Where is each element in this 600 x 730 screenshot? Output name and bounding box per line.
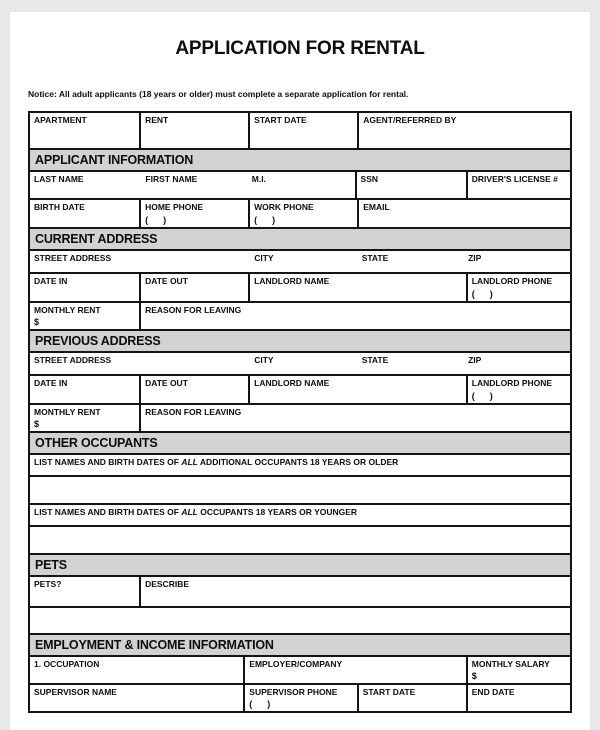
pets-row [30,575,570,606]
field-start-date: START DATE [248,113,357,148]
italic-all: ALL [181,507,198,517]
employment-supervisor-row [30,683,570,711]
occupants-older-blank-row [30,475,570,503]
field-landlord-name: LANDLORD NAME [248,274,466,301]
field-reason-for-leaving: REASON FOR LEAVING [139,303,570,329]
field-supervisor-name: SUPERVISOR NAME [34,687,117,697]
document-page [10,12,590,730]
current-rent-row [30,301,570,329]
field-pets-question: PETS? [34,579,62,589]
phone-parens-hint: ( ) [145,215,167,225]
field-occupants-younger: LIST NAMES AND BIRTH DATES OF ALL OCCUPANTS 18 YEARS OR YOUNGER [34,507,358,517]
field-employer-company: EMPLOYER/COMPANY [243,657,465,683]
phone-parens-hint: ( ) [471,289,493,299]
section-header-other-occupants: OTHER OCCUPANTS [30,431,570,453]
field-rent: RENT [139,113,248,148]
field-mi: M.I. [251,174,266,184]
field-employment-start-date: START DATE [357,685,466,711]
pets-blank-row [30,606,570,633]
previous-landlord-row [30,374,570,403]
current-street-row [30,249,570,272]
current-landlord-row [30,272,570,301]
italic-all: ALL [181,457,198,467]
field-street-address: STREET ADDRESS [34,355,112,365]
field-reason-for-leaving: REASON FOR LEAVING [139,405,570,431]
field-zip: ZIP [468,253,482,263]
field-date-in: DATE IN [34,378,68,388]
field-landlord-phone: LANDLORD PHONE ( ) [466,274,570,301]
field-previous-street-block [30,353,570,374]
field-supervisor-phone: SUPERVISOR PHONE ( ) [243,685,356,711]
dollar-sign-hint: $ [34,317,40,327]
field-zip: ZIP [468,355,482,365]
applicant-contact-row [30,198,570,227]
field-pets-describe: DESCRIBE [139,577,570,606]
field-occupants-older: LIST NAMES AND BIRTH DATES OF ALL ADDITIONAL OCCUPANTS 18 YEARS OR OLDER [34,457,399,467]
field-street-address: STREET ADDRESS [34,253,112,263]
section-header-applicant: APPLICANT INFORMATION [30,148,570,170]
field-birth-date: BIRTH DATE [34,202,85,212]
blank-write-in-area [30,477,570,503]
field-drivers-license: DRIVER'S LICENSE # [466,172,570,198]
field-date-out: DATE OUT [139,274,248,301]
field-state: STATE [361,253,389,263]
field-landlord-name: LANDLORD NAME [248,376,466,403]
field-home-phone: HOME PHONE ( ) [139,200,248,227]
form-title: APPLICATION FOR RENTAL [175,38,425,59]
field-monthly-rent: MONTHLY RENT $ [30,303,139,329]
phone-parens-hint: ( ) [471,391,493,401]
previous-street-row [30,351,570,374]
field-ssn: SSN [355,172,466,198]
field-employment-end-date: END DATE [466,685,570,711]
section-header-employment: EMPLOYMENT & INCOME INFORMATION [30,633,570,655]
field-agent-referred-by: AGENT/REFERRED BY [357,113,570,148]
field-email: EMAIL [357,200,570,227]
section-header-current-address: CURRENT ADDRESS [30,227,570,249]
field-apartment: APARTMENT [34,115,87,125]
section-header-pets: PETS [30,553,570,575]
notice-text: Notice: All adult applicants (18 years or older) must complete a separate application for rental. [28,89,409,99]
dollar-sign-hint: $ [471,671,477,681]
blank-write-in-area [30,527,570,553]
previous-rent-row [30,403,570,431]
occupants-younger-blank-row [30,525,570,553]
section-header-previous-address: PREVIOUS ADDRESS [30,329,570,351]
field-monthly-rent: MONTHLY RENT $ [30,405,139,431]
field-current-street-block [30,251,570,272]
field-work-phone: WORK PHONE ( ) [248,200,357,227]
field-landlord-phone: LANDLORD PHONE ( ) [466,376,570,403]
rental-application-form [28,111,572,713]
phone-parens-hint: ( ) [254,215,276,225]
blank-write-in-area [30,608,570,633]
dollar-sign-hint: $ [34,419,40,429]
employment-occupation-row [30,655,570,683]
field-city: CITY [254,253,274,263]
field-date-in: DATE IN [34,276,68,286]
phone-parens-hint: ( ) [249,699,271,709]
occupants-younger-label-row [30,503,570,525]
occupants-older-label-row [30,453,570,475]
field-last-name: LAST NAME [34,174,84,184]
field-date-out: DATE OUT [139,376,248,403]
applicant-name-row [30,170,570,198]
field-name-block [30,172,355,198]
field-monthly-salary: MONTHLY SALARY $ [466,657,570,683]
field-city: CITY [254,355,274,365]
field-occupation: 1. OCCUPATION [34,659,100,669]
field-state: STATE [361,355,389,365]
field-first-name: FIRST NAME [145,174,198,184]
top-row [30,113,570,148]
